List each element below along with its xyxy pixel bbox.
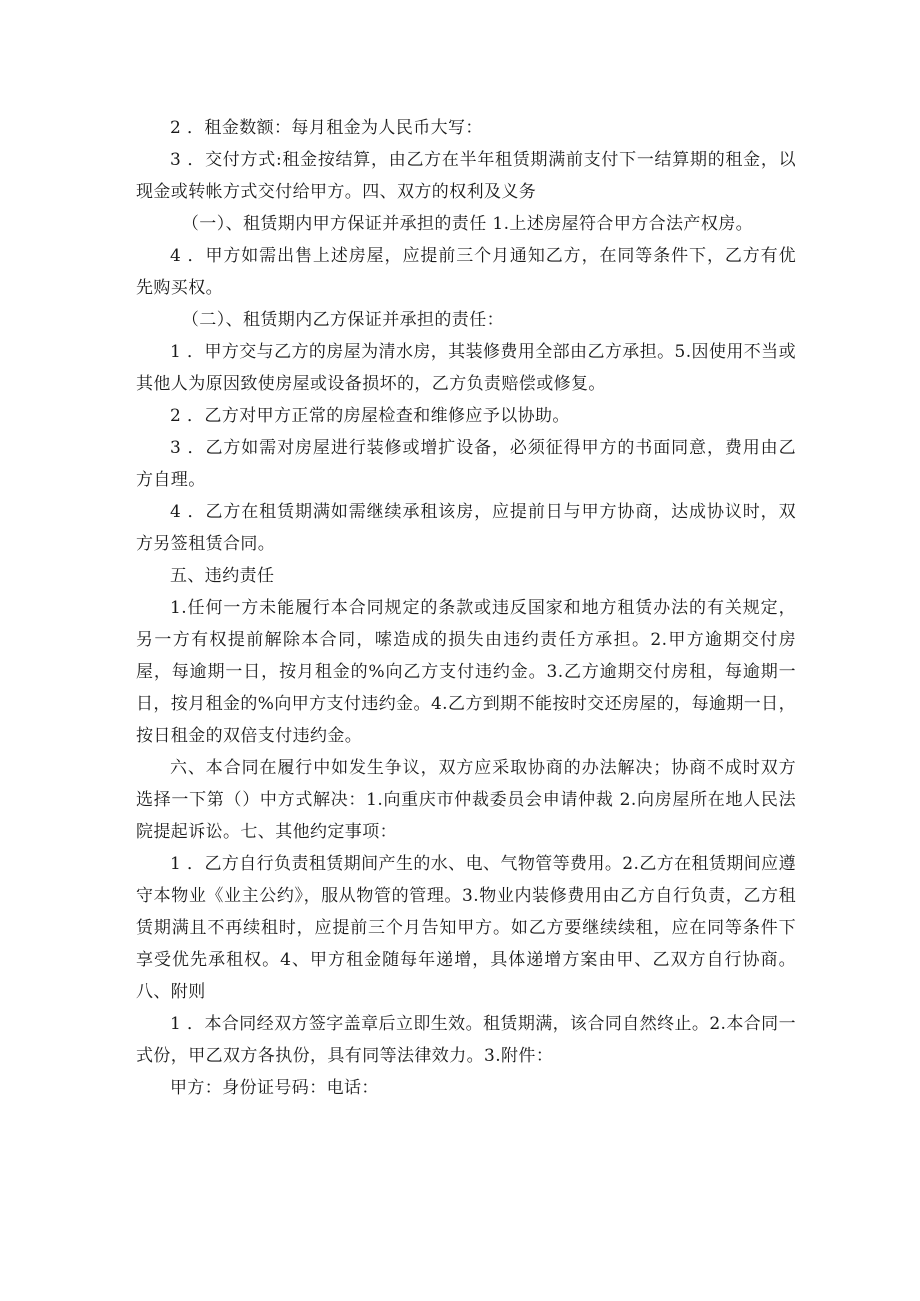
paragraph-supplementary: 1 ．本合同经双方签字盖章后立即生效。租赁期满，该合同自然终止。2.本合同一式份，甲乙双方各执份，具有同等法律效力。3.附件： [136, 1014, 796, 1066]
paragraph-rent-amount: 2 ．租金数额：每月租金为人民币大写： [170, 118, 483, 138]
paragraph-lessee-decoration: 1 ．甲方交与乙方的房屋为清水房，其装修费用全部由乙方承担。5.因使用不当或其他人为原因致使房屋或设备损坏的，乙方负责赔偿或修复。 [136, 342, 796, 394]
paragraph-dispute-resolution: 六、本合同在履行中如发生争议，双方应采取协商的办法解决；协商不成时双方选择一下第（）中方式解决：1.向重庆市仲裁委员会申请仲裁 2.向房屋所在地人民法院提起诉讼。七、其他约定事项： [136, 758, 796, 842]
signature-line-lessor: 甲方：身份证号码：电话： [170, 1078, 379, 1098]
paragraph-lessee-duties-heading: （二）、租赁期内乙方保证并承担的责任： [181, 310, 504, 330]
paragraph-payment-method: 3 ．交付方式:租金按结算，由乙方在半年租赁期满前支付下一结算期的租金，以现金或转帐方式交付给甲方。四、双方的权利及义务 [136, 150, 796, 202]
document-page [136, 112, 796, 1104]
paragraph-lessee-renovation: 3 ．乙方如需对房屋进行装修或增扩设备，必须征得甲方的书面同意，费用由乙方自理。 [136, 438, 796, 490]
paragraph-lessor-duties: （一）、租赁期内甲方保证并承担的责任 1.上述房屋符合甲方合法产权房。 [181, 214, 754, 234]
paragraph-breach-liability: 1.任何一方未能履行本合同规定的条款或违反国家和地方租赁办法的有关规定，另一方有权提前解除本合同，嗦造成的损失由违约责任方承担。2.甲方逾期交付房屋，每逾期一日，按月租金的%向乙方支付违约金。3.乙方逾期交付房租，每逾期一日，按月租金的%向甲方支付违约金。4.乙方到期不能按时交还房屋的，每逾期一日，按日租金的双倍支付违约金。 [136, 598, 796, 746]
paragraph-lessor-sale-notice: 4 ．甲方如需出售上述房屋，应提前三个月通知乙方，在同等条件下，乙方有优先购买权。 [136, 246, 796, 298]
paragraph-lessee-inspection: 2 ．乙方对甲方正常的房屋检查和维修应予以协助。 [170, 406, 570, 426]
section-heading-breach: 五、违约责任 [170, 566, 275, 586]
paragraph-other-terms: 1 ．乙方自行负责租赁期间产生的水、电、气物管等费用。2.乙方在租赁期间应遵守本物业《业主公约》，服从物管的管理。3.物业内装修费用由乙方自行负责，乙方租赁期满且不再续租时，应提前三个月告知甲方。如乙方要继续续租，应在同等条件下享受优先承租权。4、甲方租金随每年递增，具体递增方案由甲、乙双方自行协商。八、附则 [136, 854, 796, 1002]
paragraph-lessee-renewal: 4 ．乙方在租赁期满如需继续承租该房，应提前日与甲方协商，达成协议时，双方另签租赁合同。 [136, 502, 796, 554]
